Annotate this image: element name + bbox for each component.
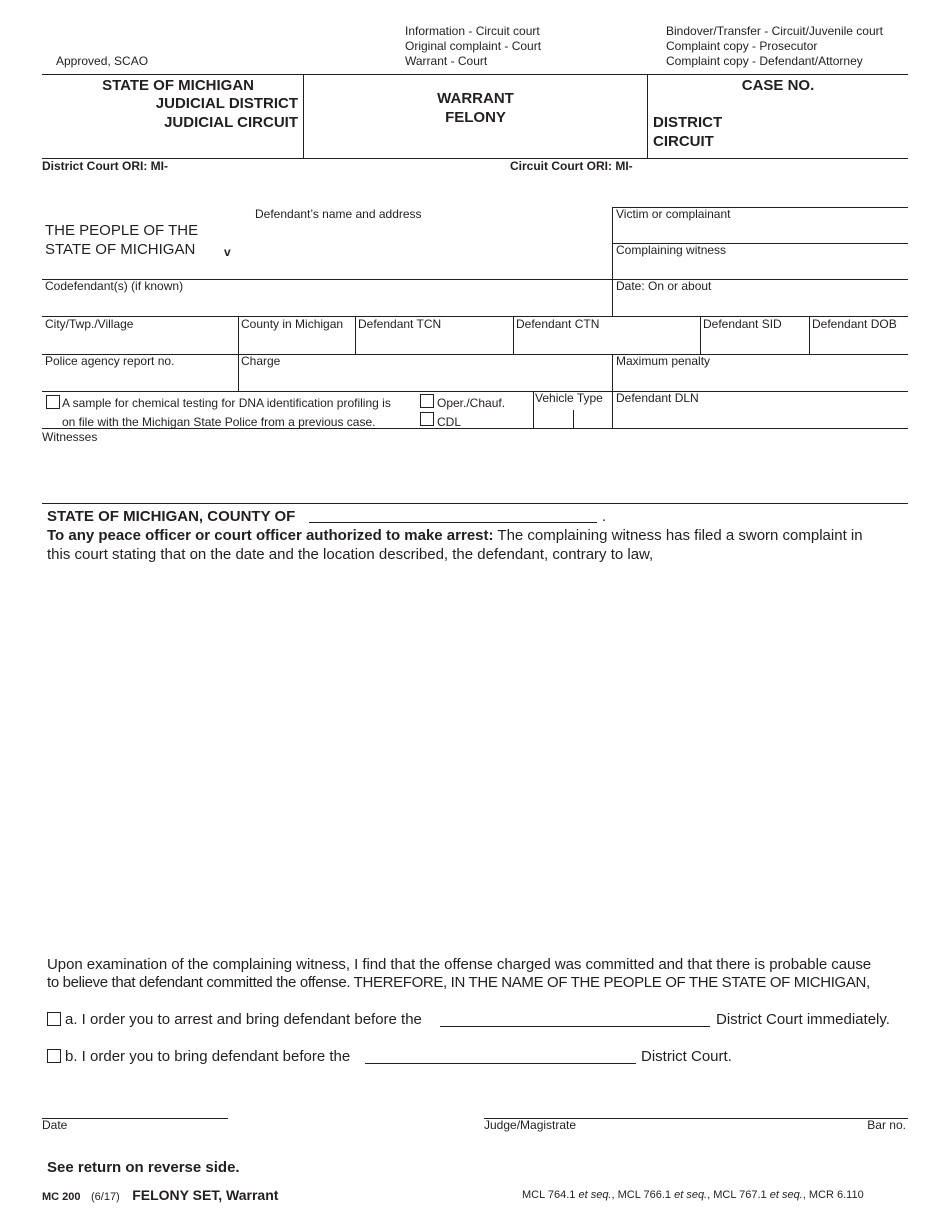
distribution-list-1: [405, 24, 541, 69]
see-return-note: See return on reverse side.: [47, 1159, 240, 1176]
date-label: Date: On or about: [616, 279, 712, 293]
victim-label: Victim or complainant: [616, 207, 731, 221]
mcl-2: MCL 766.1: [617, 1189, 672, 1201]
form-revision: (6/17): [90, 1191, 120, 1203]
defendant-tcn-label: Defendant TCN: [358, 317, 442, 331]
county-of-label: STATE OF MICHIGAN, COUNTY OF: [47, 508, 296, 525]
county-blank[interactable]: [309, 522, 597, 523]
defendant-sid-label: Defendant SID: [703, 317, 782, 331]
distribution-list-2: [666, 24, 883, 69]
people-line-1: THE PEOPLE OF THE: [45, 222, 199, 239]
distribution-item: Warrant - Court: [405, 54, 488, 68]
option-a-checkbox[interactable]: [47, 1012, 61, 1026]
dna-text-1: A sample for chemical testing for DNA identification profiling is: [62, 396, 391, 410]
district-ori-label: District Court ORI: MI-: [42, 159, 168, 173]
form-number: MC 200: [42, 1191, 81, 1203]
peace-officer-text: The complaining witness has filed a sworn complaint in: [497, 527, 863, 544]
defendant-name-label: Defendant’s name and address: [255, 207, 422, 221]
circuit-label: CIRCUIT: [653, 133, 714, 150]
peace-officer-line-2: this court stating that on the date and the location described, the defendant, contrary to law,: [47, 546, 654, 563]
defendant-dln-label: Defendant DLN: [616, 391, 699, 405]
option-a-end: District Court immediately.: [716, 1011, 890, 1028]
distribution-item: Complaint copy - Defendant/Attorney: [666, 54, 863, 68]
distribution-item: Information - Circuit court: [405, 24, 540, 38]
option-b-end: District Court.: [641, 1048, 732, 1065]
option-b-text: b. I order you to bring defendant before the: [65, 1048, 351, 1065]
et-seq-1: et seq.: [578, 1189, 612, 1201]
case-no-label: CASE NO.: [741, 77, 815, 94]
judicial-circuit-heading: JUDICIAL CIRCUIT: [164, 114, 298, 131]
people-line-2: STATE OF MICHIGAN: [45, 241, 196, 258]
police-report-label: Police agency report no.: [45, 354, 175, 368]
distribution-item: Original complaint - Court: [405, 39, 542, 53]
complaining-witness-label: Complaining witness: [616, 243, 727, 257]
bar-no-label: Bar no.: [867, 1118, 906, 1132]
form-title-warrant: WARRANT: [437, 90, 514, 107]
examination-line-2: to believe that defendant committed the offense. THEREFORE, IN THE NAME OF THE PEOPLE OF THE STATE OF MICHIGAN,: [47, 974, 870, 991]
et-seq-2: et seq.: [674, 1189, 708, 1201]
cdl-checkbox[interactable]: [420, 412, 434, 426]
et-seq-3: et seq.: [769, 1189, 803, 1201]
defendant-dob-label: Defendant DOB: [812, 317, 897, 331]
judge-label: Judge/Magistrate: [484, 1118, 577, 1132]
county-period: .: [602, 508, 607, 525]
cdl-label: CDL: [437, 415, 462, 429]
circuit-ori-label: Circuit Court ORI: MI-: [510, 159, 633, 173]
form-footer-id: [42, 1187, 278, 1205]
form-title-felony: FELONY: [445, 109, 506, 126]
mcl-3: MCL 767.1: [713, 1189, 767, 1201]
option-a-court-blank[interactable]: [440, 1026, 710, 1027]
mcl-1: MCL 764.1: [522, 1189, 576, 1201]
peace-officer-bold: To any peace officer or court officer authorized to make arrest:: [47, 527, 494, 544]
witnesses-label: Witnesses: [42, 430, 98, 444]
versus-label: v: [224, 245, 231, 259]
mcl-citations: MCL 764.1 et seq., MCL 766.1 et seq., MCL 767.1 et seq., MCR 6.110: [522, 1189, 864, 1201]
charge-label: Charge: [241, 354, 281, 368]
date-label: Date: [42, 1118, 68, 1132]
city-label: City/Twp./Village: [45, 317, 134, 331]
defendant-ctn-label: Defendant CTN: [516, 317, 600, 331]
approved-label: Approved, SCAO: [56, 54, 149, 68]
judicial-district-heading: JUDICIAL DISTRICT: [155, 95, 298, 112]
option-b-checkbox[interactable]: [47, 1049, 61, 1063]
distribution-item: Bindover/Transfer - Circuit/Juvenile court: [666, 24, 883, 38]
oper-chauf-checkbox[interactable]: [420, 394, 434, 408]
mcr: MCR 6.110: [808, 1189, 864, 1201]
option-a-text: a. I order you to arrest and bring defendant before the: [65, 1011, 422, 1028]
form-set-title: FELONY SET, Warrant: [132, 1187, 279, 1203]
dna-text-2: on file with the Michigan State Police from a previous case.: [62, 415, 376, 429]
examination-line-1: Upon examination of the complaining witness, I find that the offense charged was committed and that there is probable cause: [47, 956, 872, 973]
oper-chauf-label: Oper./Chauf.: [437, 396, 506, 410]
vehicle-type-label: Vehicle Type: [535, 391, 603, 405]
district-label: DISTRICT: [653, 114, 723, 131]
county-label: County in Michigan: [241, 317, 344, 331]
date-signature-line[interactable]: [42, 1118, 228, 1119]
distribution-item: Complaint copy - Prosecutor: [666, 39, 818, 53]
dna-checkbox[interactable]: [46, 395, 60, 409]
option-b-court-blank[interactable]: [365, 1063, 636, 1064]
max-penalty-label: Maximum penalty: [616, 354, 711, 368]
codefendants-label: Codefendant(s) (if known): [45, 279, 184, 293]
peace-officer-line: [47, 527, 863, 544]
state-heading: STATE OF MICHIGAN: [102, 77, 254, 94]
